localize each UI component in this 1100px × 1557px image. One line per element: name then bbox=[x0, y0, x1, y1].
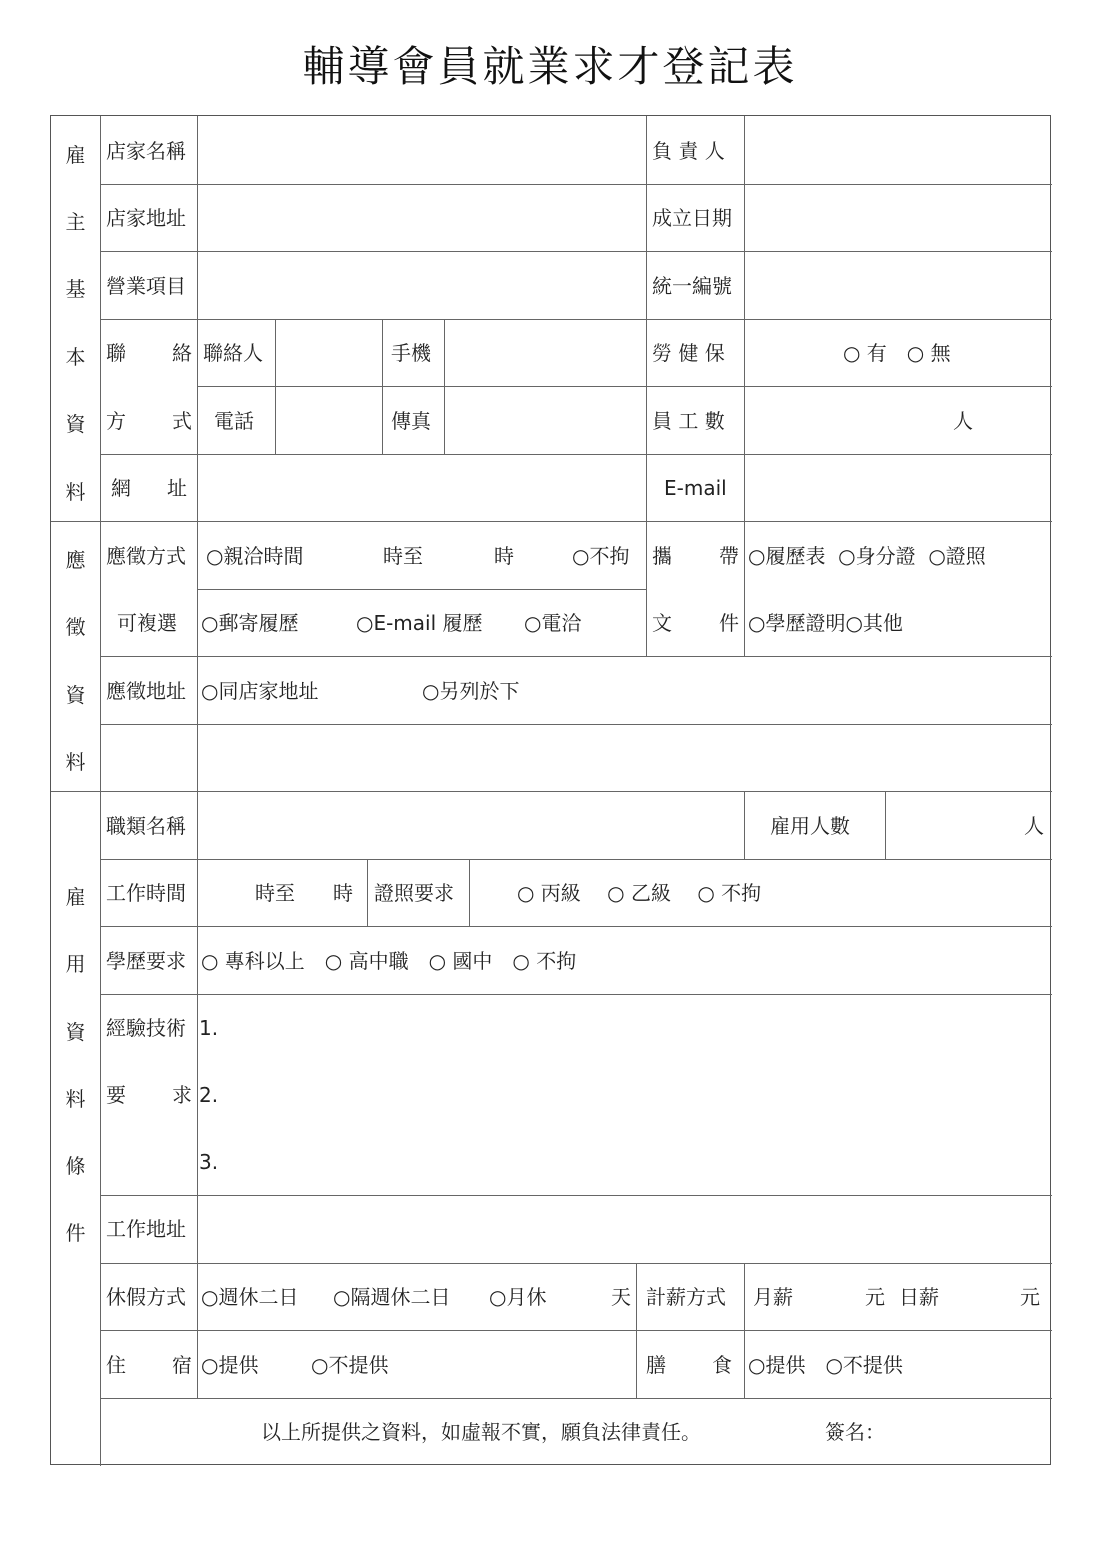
insurance-options[interactable]: ○ 有 ○ 無 bbox=[843, 341, 951, 365]
col-line bbox=[885, 791, 886, 859]
apply-hours-to: 時 bbox=[494, 544, 514, 568]
form-table bbox=[50, 115, 1051, 1465]
headcount-unit: 人 bbox=[1024, 814, 1044, 838]
apply-phone-option[interactable]: ○電洽 bbox=[524, 611, 582, 635]
label-method-1: 方 bbox=[106, 409, 126, 433]
label-req-2: 求 bbox=[172, 1083, 192, 1107]
label-owner: 負 責 人 bbox=[652, 139, 725, 163]
experience-item-1: 1. bbox=[199, 1016, 219, 1040]
declaration-text: 以上所提供之資料，如虛報不實，願負法律責任。 bbox=[261, 1420, 701, 1444]
housing-not-provided-option[interactable]: ○不提供 bbox=[311, 1353, 389, 1377]
label-insurance: 勞 健 保 bbox=[652, 341, 725, 365]
label-work-address: 工作地址 bbox=[106, 1217, 186, 1241]
label-email: E-mail bbox=[664, 476, 727, 500]
row-line bbox=[100, 454, 1052, 455]
label-housing-1: 住 bbox=[106, 1353, 126, 1377]
form-title: 輔導會員就業求才登記表 bbox=[302, 42, 798, 91]
employees-unit: 人 bbox=[953, 409, 973, 433]
row-line bbox=[100, 251, 1052, 252]
experience-item-3: 3. bbox=[199, 1150, 219, 1174]
label-contact-person: 聯絡人 bbox=[203, 341, 263, 365]
section-line bbox=[51, 521, 1052, 522]
label-bring-1: 攜 bbox=[652, 544, 672, 568]
work-hours-to: 時 bbox=[333, 881, 353, 905]
leave-weekly-option[interactable]: ○週休二日 bbox=[201, 1285, 299, 1309]
label-contact-1: 聯 bbox=[106, 341, 126, 365]
section-line bbox=[51, 791, 1052, 792]
row-line bbox=[100, 319, 1052, 320]
label-work-hours: 工作時間 bbox=[106, 881, 186, 905]
leave-days-unit: 天 bbox=[611, 1285, 631, 1309]
row-line bbox=[100, 1398, 1052, 1399]
row-line bbox=[197, 589, 646, 590]
label-req-1: 要 bbox=[106, 1083, 126, 1107]
work-hours-from: 時至 bbox=[255, 881, 295, 905]
leave-biweekly-option[interactable]: ○隔週休二日 bbox=[333, 1285, 451, 1309]
label-housing-2: 宿 bbox=[172, 1353, 192, 1377]
row-line bbox=[100, 1195, 1052, 1196]
label-multi-select: 可複選 bbox=[117, 611, 177, 635]
docs-options-line1[interactable]: ○履歷表 ○身分證 ○證照 bbox=[748, 544, 986, 568]
label-phone: 電話 bbox=[214, 409, 254, 433]
label-business-items: 營業項目 bbox=[106, 274, 186, 298]
row-line bbox=[100, 994, 1052, 995]
row-line bbox=[197, 386, 646, 387]
label-meals-2: 食 bbox=[712, 1353, 732, 1377]
label-meals-1: 膳 bbox=[646, 1353, 666, 1377]
label-docs-2: 件 bbox=[719, 611, 739, 635]
label-job-title: 職類名稱 bbox=[106, 814, 186, 838]
col-line bbox=[275, 319, 276, 454]
label-fax: 傳真 bbox=[391, 409, 431, 433]
label-apply-address: 應徵地址 bbox=[106, 679, 186, 703]
label-leave: 休假方式 bbox=[106, 1285, 186, 1309]
label-website-2: 址 bbox=[167, 476, 187, 500]
docs-options-line2[interactable]: ○學歷證明○其他 bbox=[748, 611, 903, 635]
experience-item-2: 2. bbox=[199, 1083, 219, 1107]
col-line bbox=[100, 116, 101, 1466]
row-line bbox=[100, 1330, 1052, 1331]
col-line bbox=[197, 116, 198, 1398]
apply-hours-from: 時至 bbox=[383, 544, 423, 568]
col-line bbox=[382, 319, 383, 454]
row-line bbox=[646, 386, 1052, 387]
apply-in-person-option[interactable]: ○親洽時間 bbox=[206, 544, 304, 568]
apply-mail-resume-option[interactable]: ○郵寄履歷 bbox=[201, 611, 299, 635]
label-employees: 員 工 數 bbox=[652, 409, 725, 433]
address-other-option[interactable]: ○另列於下 bbox=[422, 679, 520, 703]
section-label-hiring: 雇 用 資 料 條 件 bbox=[65, 885, 86, 1245]
leave-monthly-option[interactable]: ○月休 bbox=[489, 1285, 547, 1309]
apply-any-time-option[interactable]: ○不拘 bbox=[572, 544, 630, 568]
salary-monthly: 月薪 bbox=[753, 1285, 793, 1309]
row-line bbox=[100, 724, 1052, 725]
label-store-name: 店家名稱 bbox=[106, 139, 186, 163]
col-line bbox=[744, 1263, 745, 1398]
education-options[interactable]: ○ 專科以上 ○ 高中職 ○ 國中 ○ 不拘 bbox=[201, 949, 577, 973]
row-line bbox=[100, 184, 1052, 185]
col-line bbox=[744, 116, 745, 656]
salary-monthly-unit: 元 bbox=[865, 1285, 885, 1309]
label-mobile: 手機 bbox=[391, 341, 431, 365]
section-label-employer: 雇 主 基 本 資 料 bbox=[65, 143, 86, 504]
label-founded-date: 成立日期 bbox=[652, 206, 732, 230]
license-options[interactable]: ○ 丙級 ○ 乙級 ○ 不拘 bbox=[517, 881, 762, 905]
col-line bbox=[636, 1263, 637, 1398]
meals-options[interactable]: ○提供 ○不提供 bbox=[748, 1353, 903, 1377]
col-line bbox=[646, 116, 647, 656]
apply-email-resume-option[interactable]: ○E-mail 履歷 bbox=[356, 611, 483, 635]
signature-label: 簽名： bbox=[825, 1420, 885, 1444]
row-line bbox=[100, 1263, 1052, 1264]
label-store-address: 店家地址 bbox=[106, 206, 186, 230]
row-line bbox=[100, 859, 1052, 860]
label-salary: 計薪方式 bbox=[646, 1285, 726, 1309]
section-label-application: 應 徵 資 料 bbox=[65, 548, 86, 774]
label-headcount: 雇用人數 bbox=[770, 814, 850, 838]
label-docs-1: 文 bbox=[652, 611, 672, 635]
label-experience: 經驗技術 bbox=[106, 1016, 186, 1040]
label-method-2: 式 bbox=[172, 409, 192, 433]
label-license-req: 證照要求 bbox=[374, 881, 454, 905]
col-line bbox=[744, 791, 745, 859]
housing-provided-option[interactable]: ○提供 bbox=[201, 1353, 259, 1377]
label-bring-2: 帶 bbox=[719, 544, 739, 568]
row-line bbox=[100, 656, 1052, 657]
row-line bbox=[100, 926, 1052, 927]
label-education: 學歷要求 bbox=[106, 949, 186, 973]
label-contact-2: 絡 bbox=[172, 341, 192, 365]
label-website-1: 網 bbox=[111, 476, 131, 500]
salary-daily: 日薪 bbox=[899, 1285, 939, 1309]
salary-daily-unit: 元 bbox=[1020, 1285, 1040, 1309]
col-line bbox=[469, 859, 470, 926]
label-tax-id: 統一編號 bbox=[652, 274, 732, 298]
col-line bbox=[444, 319, 445, 454]
address-same-option[interactable]: ○同店家地址 bbox=[201, 679, 319, 703]
col-line bbox=[367, 859, 368, 926]
label-apply-method: 應徵方式 bbox=[106, 544, 186, 568]
